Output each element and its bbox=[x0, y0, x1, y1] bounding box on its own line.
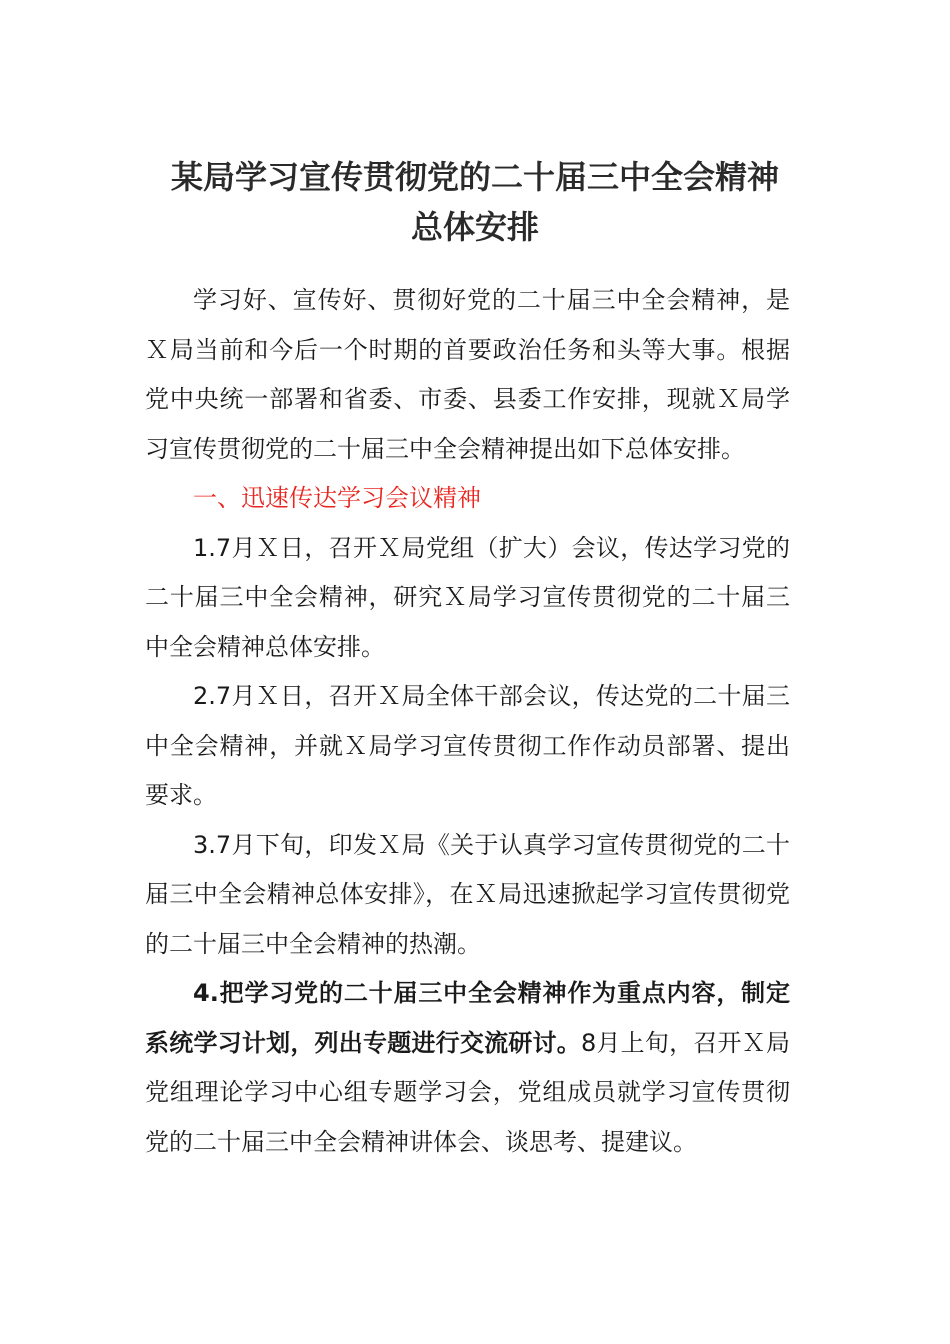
document-title-line2: 总体安排 bbox=[410, 208, 539, 246]
item-4-bold-lead: 4.把学习党的二十届三中全会精神作为重点内容，制定系统学习计划，列出专题进行交流研讨。 bbox=[145, 979, 790, 1057]
document-body bbox=[145, 276, 790, 1167]
item-paragraph-1: 1.7月Ｘ日，召开Ｘ局党组（扩大）会议，传达学习党的二十届三中全会精神，研究Ｘ局学习宣传贯彻党的二十届三中全会精神总体安排。 bbox=[145, 533, 790, 661]
item-paragraph-3: 3.7月下旬，印发Ｘ局《关于认真学习宣传贯彻党的二十届三中全会精神总体安排》，在Ｘ局迅速掀起学习宣传贯彻党的二十届三中全会精神的热潮。 bbox=[145, 830, 790, 958]
section-heading: 一、迅速传达学习会议精神 bbox=[193, 484, 481, 512]
document-title-line1: 某局学习宣传贯彻党的二十届三中全会精神 bbox=[170, 158, 779, 196]
intro-paragraph: 学习好、宣传好、贯彻好党的二十届三中全会精神，是Ｘ局当前和今后一个时期的首要政治任务和头等大事。根据党中央统一部署和省委、市委、县委工作安排，现就Ｘ局学习宣传贯彻党的二十届三中全会精神提出如下总体安排。 bbox=[145, 286, 790, 463]
item-paragraph-2: 2.7月Ｘ日，召开Ｘ局全体干部会议，传达党的二十届三中全会精神，并就Ｘ局学习宣传贯彻工作作动员部署、提出要求。 bbox=[145, 682, 790, 809]
item-4-text: 8月上旬，召开Ｘ局党组理论学习中心组专题学习会，党组成员就学习宣传贯彻党的二十届三中全会精神讲体会、谈思考、提建议。 bbox=[145, 1028, 790, 1156]
item-paragraph-4 bbox=[145, 969, 790, 1167]
